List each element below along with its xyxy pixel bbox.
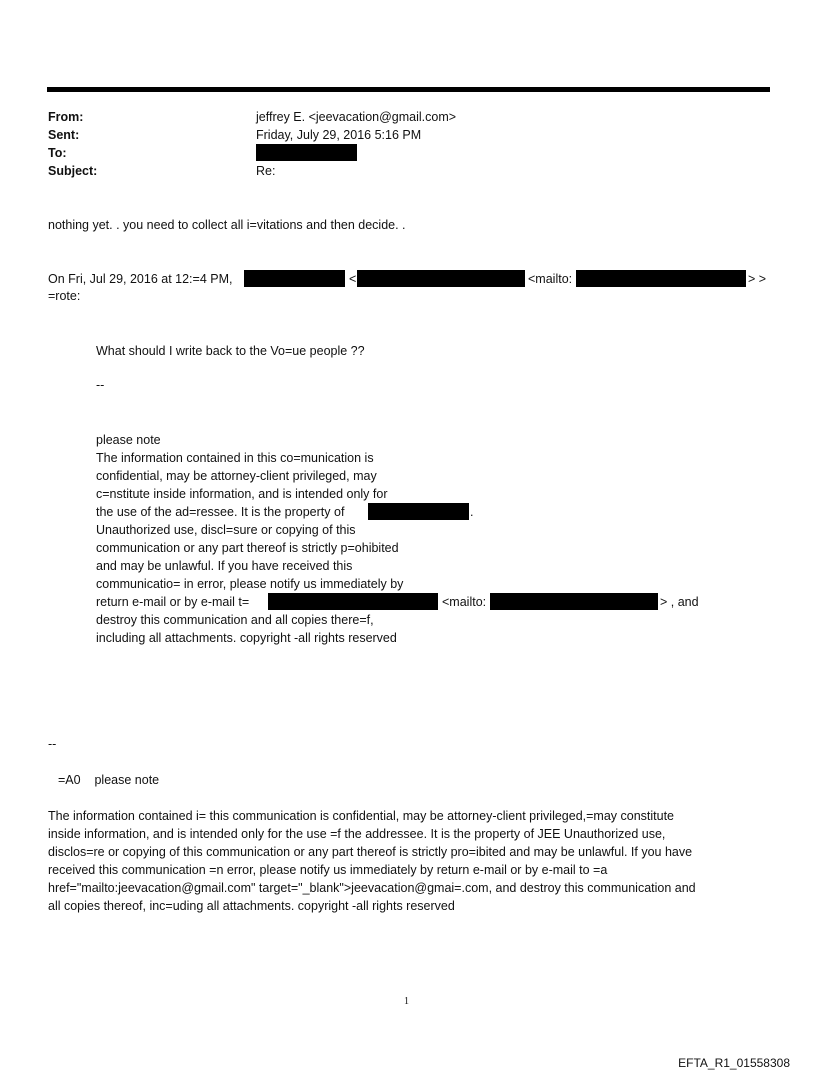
footer-notice-line: received this communication =n error, please notify us immediately by return e-mail or by e-mail to =a <box>48 863 608 877</box>
footer-notice-line: The information contained i= this communication is confidential, may be attorney-client privileged,=may constitute <box>48 809 675 823</box>
sent-value: Friday, July 29, 2016 5:16 PM <box>256 128 422 142</box>
notify-mailto-redaction <box>490 593 658 610</box>
footer-notice-line: disclos=re or copying of this communication or any part thereof is strictly pro=ibited and may be unlawful. If you have <box>48 845 693 859</box>
quoted-notice-line: confidential, may be attorney-client privileged, may <box>96 469 377 483</box>
sender-email-redaction <box>357 270 525 287</box>
quoted-notice-line: return e-mail or by e-mail t= <box>96 595 250 609</box>
quote-intro-mailto: <mailto: <box>528 272 573 286</box>
quoted-signature-separator: -- <box>96 378 105 392</box>
quote-intro-lt: < <box>349 272 357 286</box>
quoted-notice-title: please note <box>96 433 161 447</box>
to-label: To: <box>48 146 67 160</box>
quoted-notice-line: The information contained in this co=munication is <box>96 451 374 465</box>
quoted-notice-line: c=nstitute inside information, and is intended only for <box>96 487 388 501</box>
page-number: 1 <box>404 996 409 1007</box>
quote-intro-suffix: > > <box>748 272 767 286</box>
from-label: From: <box>48 110 84 124</box>
sender-mailto-redaction <box>576 270 746 287</box>
subject-label: Subject: <box>48 164 98 178</box>
quote-intro-prefix: On Fri, Jul 29, 2016 at 12:=4 PM, <box>48 272 233 286</box>
sender-name-redaction <box>244 270 345 287</box>
to-redaction <box>256 144 357 161</box>
quoted-notice-line: destroy this communication and all copies there=f, <box>96 613 374 627</box>
footer-notice-line: href="mailto:jeevacation@gmail.com" target="_blank">jeevacation@gmai=.com, and destroy this communication and <box>48 881 696 895</box>
quoted-mailto-end: > , and <box>660 595 699 609</box>
from-value: jeffrey E. <jeevacation@gmail.com> <box>256 110 457 124</box>
quoted-property-end: . <box>470 505 474 519</box>
reply-body: nothing yet. . you need to collect all i=vitations and then decide. . <box>48 218 406 232</box>
footer-notice-line: inside information, and is intended only for the use =f the addressee. It is the property of JEE Unauthorized use, <box>48 827 666 841</box>
quoted-notice-line: the use of the ad=ressee. It is the property of <box>96 505 345 519</box>
quote-intro-wrote: =rote: <box>48 289 81 303</box>
quoted-notice-line: communication or any part thereof is strictly p=ohibited <box>96 541 399 555</box>
quoted-notice-line: including all attachments. copyright -all rights reserved <box>96 631 397 645</box>
sent-label: Sent: <box>48 128 80 142</box>
quoted-mailto: <mailto: <box>442 595 487 609</box>
footer-signature-separator: -- <box>48 737 57 751</box>
quoted-notice-line: Unauthorized use, discl=sure or copying of this <box>96 523 356 537</box>
footer-notice-line: all copies thereof, inc=uding all attachments. copyright -all rights reserved <box>48 899 455 913</box>
quoted-notice-line: communicatio= in error, please notify us immediately by <box>96 577 404 591</box>
subject-value: Re: <box>256 164 276 178</box>
quoted-notice-line: and may be unlawful. If you have received this <box>96 559 353 573</box>
property-owner-redaction <box>368 503 469 520</box>
quoted-question: What should I write back to the Vo=ue people ?? <box>96 344 365 358</box>
bates-number: EFTA_R1_01558308 <box>678 1056 790 1070</box>
notify-email-redaction <box>268 593 438 610</box>
header-rule <box>47 87 770 92</box>
footer-note-label: =A0 please note <box>58 773 160 787</box>
